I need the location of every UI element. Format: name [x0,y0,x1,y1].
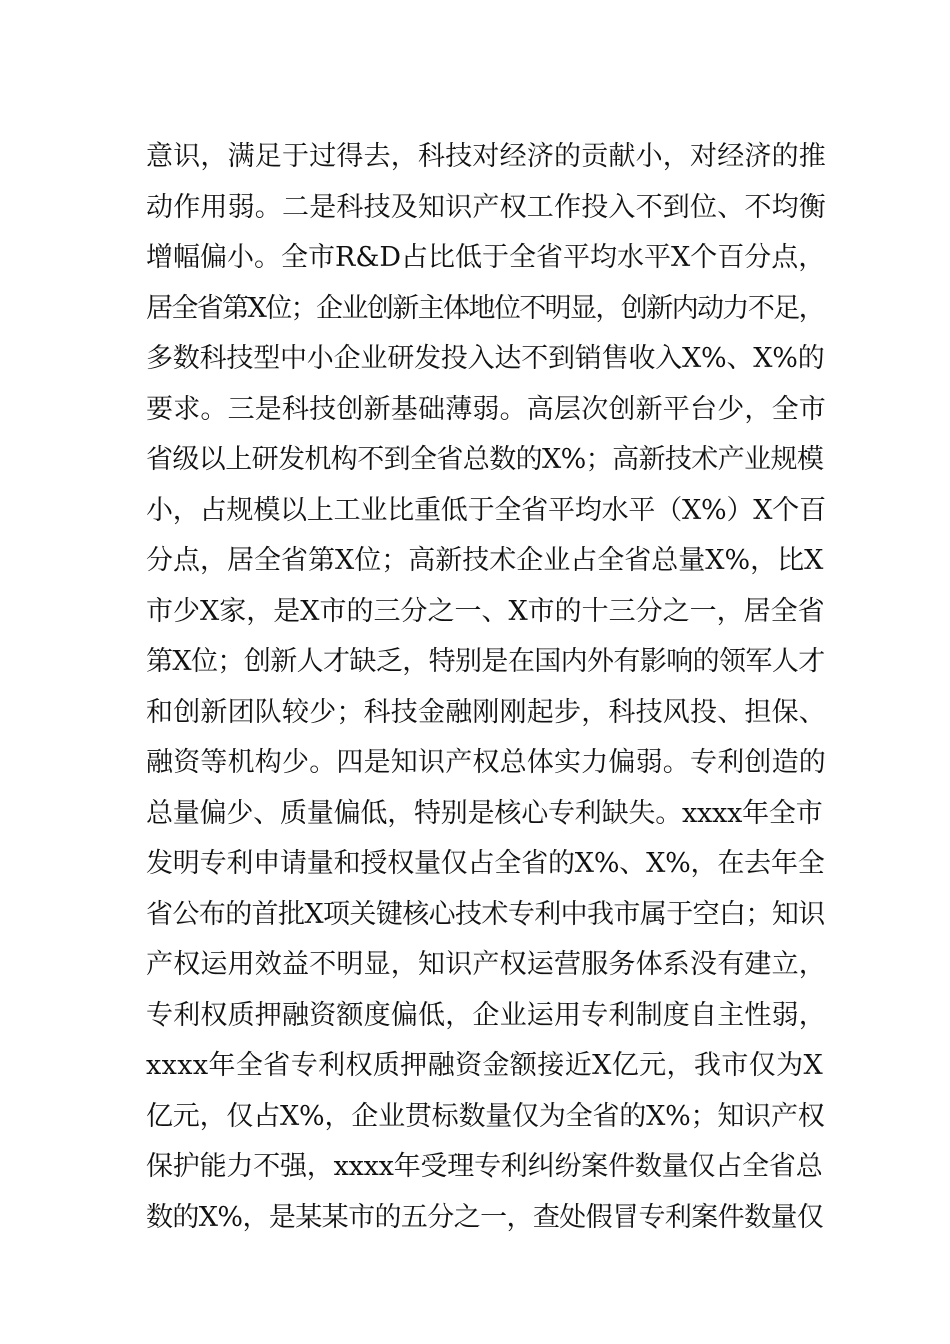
text-line: 分点，居全省第X位；高新技术企业占全省总量X%，比X [146,545,824,576]
text-line: 数的X%，是某某市的五分之一，查处假冒专利案件数量仅 [146,1201,824,1233]
text-line: 第X位；创新人才缺乏，特别是在国内外有影响的领军人才 [146,646,825,677]
text-line: 省公布的首批X项关键核心技术专利中我市属于空白；知识 [146,898,825,930]
text-line: 多数科技型中小企业研发投入达不到销售收入X%、X%的 [146,343,825,374]
text-line: 市少X家，是X市的三分之一、X市的十三分之一，居全省 [146,595,825,627]
text-line: 小，占规模以上工业比重低于全省平均水平（X%）X个百 [146,494,826,526]
text-line: 亿元，仅占X%，企业贯标数量仅为全省的X%；知识产权 [146,1100,825,1132]
text-line: 专利权质押融资额度偏低，企业运用专利制度自主性弱， [146,999,826,1031]
text-line: 和创新团队较少；科技金融刚刚起步，科技风投、担保、 [146,696,826,728]
text-line: 发明专利申请量和授权量仅占全省的X%、X%，在去年全 [146,848,825,879]
body-text [146,132,826,1243]
text-line: 保护能力不强，xxxx年受理专利纠纷案件数量仅占全省总 [146,1151,823,1182]
text-line: xxxx年全省专利权质押融资金额接近X亿元，我市仅为X [146,1050,824,1081]
text-line: 增幅偏小。全市R&D占比低于全省平均水平X个百分点， [146,242,826,273]
text-line: 产权运用效益不明显，知识产权运营服务体系没有建立， [146,949,826,980]
text-line: 居全省第X位；企业创新主体地位不明显，创新内动力不足， [146,292,825,324]
text-line: 省级以上研发机构不到全省总数的X%；高新技术产业规模 [146,444,824,475]
text-line: 总量偏少、质量偏低，特别是核心专利缺失。xxxx年全市 [146,797,823,829]
text-line: 意识，满足于过得去，科技对经济的贡献小，对经济的推 [146,141,826,172]
text-line: 要求。三是科技创新基础薄弱。高层次创新平台少，全市 [146,393,826,425]
text-line: 动作用弱。二是科技及知识产权工作投入不到位、不均衡 [146,191,826,223]
text-line: 融资等机构少。四是知识产权总体实力偏弱。专利创造的 [146,747,826,778]
